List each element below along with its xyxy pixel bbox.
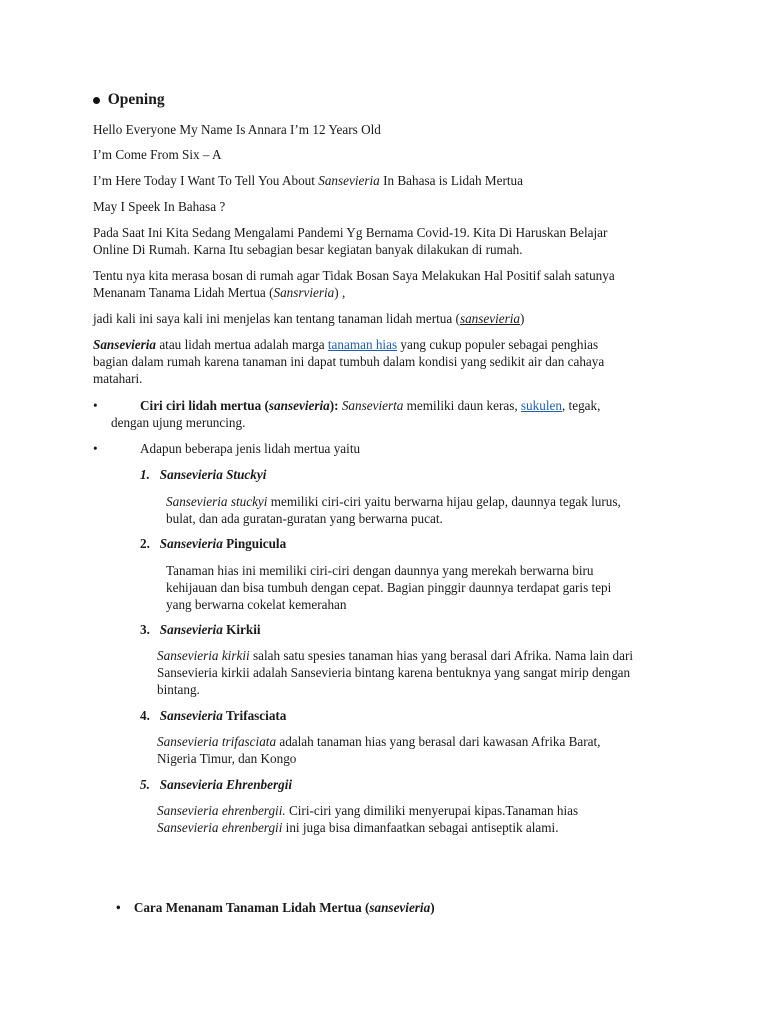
type-2-desc-3: yang berwarna cokelat kemerahan [166,597,347,612]
opening-heading: Opening [93,91,165,108]
type-1-desc-2: bulat, dan ada guratan-guratan yang berwarna pucat. [166,511,443,526]
type-3-heading: 3. Sansevieria Kirkii [140,622,261,637]
type-4-heading: 4. Sansevieria Trifasciata [140,708,287,723]
type-4-desc-2: Nigeria Timur, dan Kongo [157,751,297,766]
tanaman-hias-link[interactable]: tanaman hias [327,337,398,352]
sukulen-link[interactable]: sukulen [520,398,562,413]
cara-menanam-heading: • Cara Menanam Tanaman Lidah Mertua (sansevieria) [116,900,435,915]
opening-line-2: I’m Come From Six – A [93,147,222,162]
type-1-heading: 1. Sansevieria Stuckyi [140,467,267,482]
type-2-desc-2: kehijauan dan bisa tumbuh dengan cepat. Bagian pinggir daunnya terdapat garis tepi [166,580,612,595]
type-5-desc-1: Sansevieria ehrenbergii. Ciri-ciri yang dimiliki menyerupai kipas.Tanaman hias [157,803,579,818]
para1-line-2: Online Di Rumah. Karna Itu sebagian besar kegiatan banyak dilakukan di rumah. [93,242,523,257]
para1-line-1: Pada Saat Ini Kita Sedang Mengalami Pandemi Yg Bernama Covid-19. Kita Di Haruskan Belajar [93,225,608,240]
type-3-desc-2: Sansevieria kirkii adalah Sansevieria bintang karena bentuknya yang sangat mirip dengan [157,665,631,680]
type-2-desc-1: Tanaman hias ini memiliki ciri-ciri dengan daunnya yang merekah berwarna biru [166,563,594,578]
bullet-marker: • [93,398,98,413]
para2-line-2: Menanam Tanama Lidah Mertua (Sansrvieria) , [93,285,346,300]
opening-line-1: Hello Everyone My Name Is Annara I’m 12 Years Old [93,122,381,137]
bullet-marker: • [93,441,98,456]
para4-line-3: matahari. [93,371,143,386]
bullet-dot-icon [93,97,100,104]
para2-line-1: Tentu nya kita merasa bosan di rumah agar Tidak Bosan Saya Melakukan Hal Positif salah satunya [93,268,615,283]
type-3-desc-3: bintang. [157,682,200,697]
type-5-heading: 5. Sansevieria Ehrenbergii [140,777,293,792]
type-4-desc-1: Sansevieria trifasciata adalah tanaman hias yang berasal dari kawasan Afrika Barat, [157,734,601,749]
ciri-ciri-line-1: Ciri ciri lidah mertua (sansevieria): Sansevierta memiliki daun keras, sukulen, tegak, [140,398,601,413]
type-5-desc-2: Sansevieria ehrenbergii ini juga bisa dimanfaatkan sebagai antiseptik alami. [157,820,559,835]
type-1-desc-1: Sansevieria stuckyi memiliki ciri-ciri yaitu berwarna hijau gelap, daunnya tegak lurus, [166,494,621,509]
para4-line-2: bagian dalam rumah karena tanaman ini dapat tumbuh dalam kondisi yang sedikit air dan cahaya [93,354,605,369]
type-2-heading: 2. Sansevieria Pinguicula [140,536,287,551]
opening-line-4: May I Speek In Bahasa ? [93,199,226,214]
type-3-desc-1: Sansevieria kirkii salah satu spesies tanaman hias yang berasal dari Afrika. Nama lain dari [157,648,634,663]
para3-line: jadi kali ini saya kali ini menjelas kan tentang tanaman lidah mertua (sansevieria) [93,311,525,326]
para4-line-1: Sansevieria atau lidah mertua adalah marga tanaman hias yang cukup populer sebagai penghias [93,337,599,352]
opening-line-3: I’m Here Today I Want To Tell You About Sansevieria In Bahasa is Lidah Mertua [93,173,523,188]
jenis-intro: Adapun beberapa jenis lidah mertua yaitu [140,441,361,456]
ciri-ciri-line-2: dengan ujung meruncing. [111,415,246,430]
